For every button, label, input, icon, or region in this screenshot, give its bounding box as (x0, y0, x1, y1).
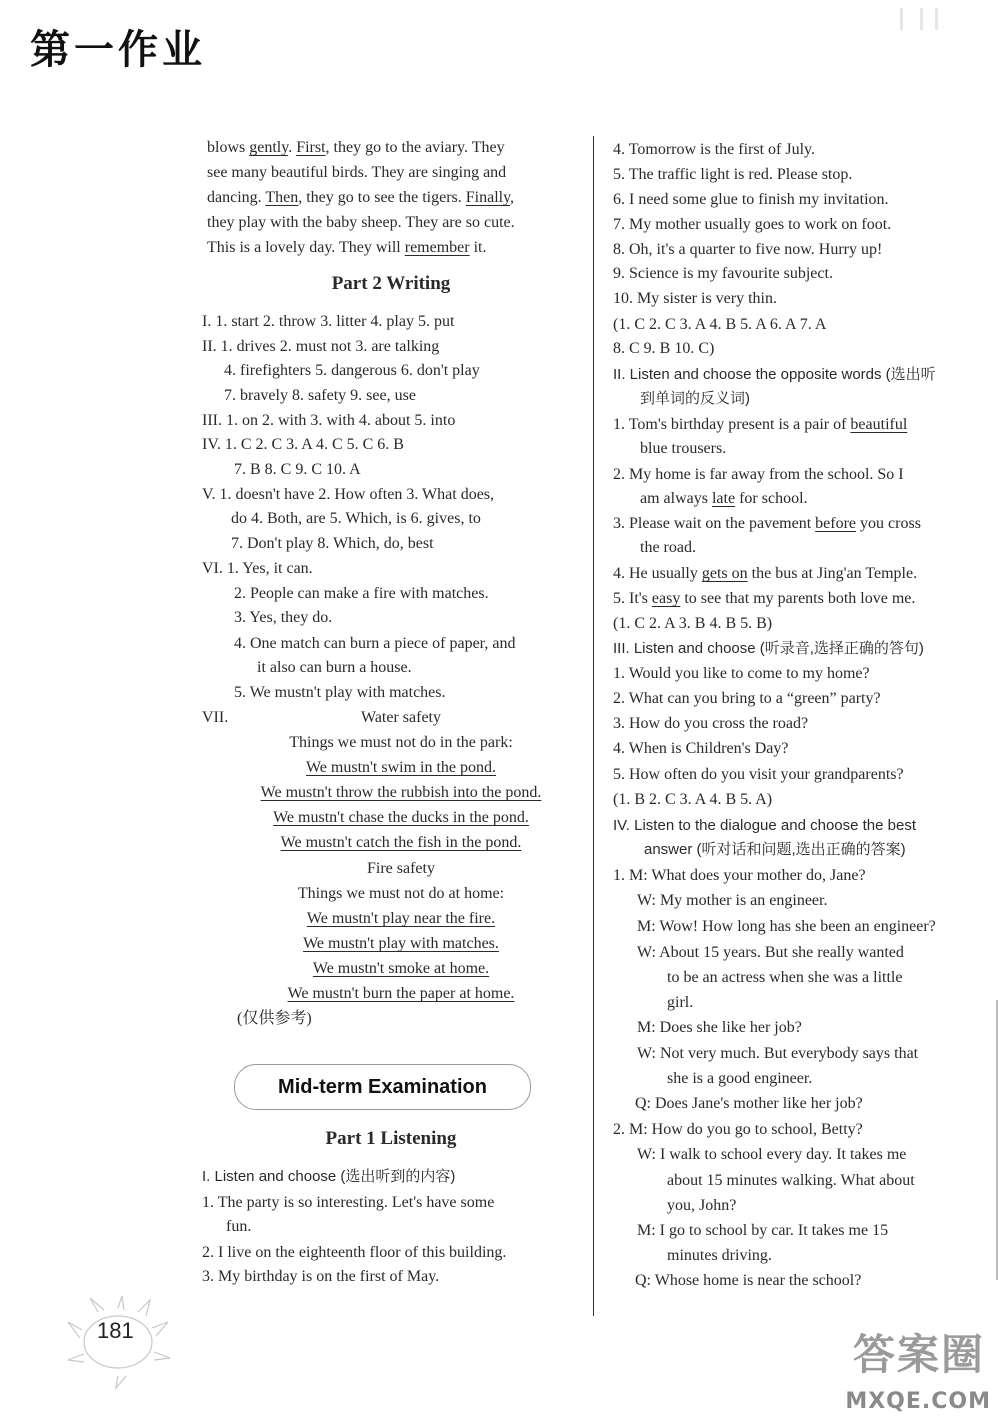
answer-line: 2. What can you bring to a “green” party? (613, 690, 881, 707)
written-answer: We mustn't smoke at home. (312, 960, 490, 977)
dialogue-line: M: I go to school by car. It takes me 15 (637, 1222, 889, 1239)
answer-line: 5. We mustn't play with matches. (234, 684, 446, 701)
answer-word: Finally (465, 189, 511, 206)
answer-line: 7. bravely 8. safety 9. see, use (224, 387, 416, 404)
answer-line: the road. (640, 539, 696, 556)
binding-edge (996, 1000, 998, 1280)
dialogue-line: W: I walk to school every day. It takes me (637, 1146, 907, 1163)
answer-line: 8. Oh, it's a quarter to five now. Hurry up! (613, 241, 883, 258)
section-heading: Part 2 Writing (331, 273, 451, 294)
answer-line: 4. One match can burn a piece of paper, and (234, 635, 516, 652)
dialogue-line: W: My mother is an engineer. (637, 892, 828, 909)
answer-line: 6. I need some glue to finish my invitation. (613, 191, 889, 208)
answer-line: blue trousers. (640, 440, 727, 457)
answer-key: 8. C 9. B 10. C) (613, 340, 715, 357)
answer-line: 1. Tom's birthday present is a pair of beautiful (613, 416, 908, 433)
dialogue-line: M: Wow! How long has she been an engineer? (637, 918, 936, 935)
dialogue-line: about 15 minutes walking. What about (667, 1172, 915, 1189)
answer-line: 9. Science is my favourite subject. (613, 265, 833, 282)
answer-line: II. 1. drives 2. must not 3. are talking (202, 338, 440, 355)
answer-word: late (711, 490, 736, 507)
question-instruction: IV. Listen to the dialogue and choose the best (613, 817, 917, 834)
dialogue-line: you, John? (667, 1197, 737, 1214)
dialogue-line: girl. (667, 994, 694, 1011)
watermark-logo (800, 1318, 995, 1418)
dialogue-line: 1. M: What does your mother do, Jane? (613, 867, 866, 884)
text-line: they play with the baby sheep. They are so cute. (207, 214, 515, 231)
answer-word: remember (404, 239, 470, 256)
written-answer: We mustn't throw the rubbish into the pond. (260, 784, 542, 801)
text-line: This is a lovely day. They will remember it. (207, 239, 487, 256)
subheading: Water safety (361, 709, 441, 726)
dialogue-line: Q: Does Jane's mother like her job? (635, 1095, 863, 1112)
answer-word: beautiful (850, 416, 908, 433)
answer-word: gets on (701, 565, 748, 582)
answer-line: 4. firefighters 5. dangerous 6. don't play (224, 362, 480, 379)
subheading: Fire safety (367, 860, 435, 877)
text-line: dancing. Then, they go to see the tigers. Finally, (207, 189, 515, 206)
answer-line: am always late for school. (640, 490, 808, 507)
text-line: Things we must not do at home: (297, 885, 505, 902)
exam-title: Mid-term Examination (278, 1075, 487, 1098)
watermark-url: MXQE.COM (845, 1389, 991, 1414)
answer-line: 7. My mother usually goes to work on foot. (613, 216, 892, 233)
question-instruction: answer (听对话和问题,选出正确的答案) (644, 841, 906, 858)
answer-line: III. 1. on 2. with 3. with 4. about 5. into (202, 412, 456, 429)
answer-line: 3. How do you cross the road? (613, 715, 809, 732)
written-answer: We mustn't play with matches. (303, 935, 499, 952)
answer-line: 3. Please wait on the pavement before you cross (613, 515, 921, 532)
written-answer: We mustn't chase the ducks in the pond. (273, 809, 529, 826)
answer-line: 4. He usually gets on the bus at Jing'an Temple. (613, 565, 918, 582)
answer-key: (1. C 2. A 3. B 4. B 5. B) (613, 615, 773, 632)
dialogue-line: Q: Whose home is near the school? (635, 1272, 862, 1289)
text-line: blows gently. First, they go to the aviary. They (207, 139, 505, 156)
written-answer: We mustn't swim in the pond. (305, 759, 497, 776)
answer-line: 4. When is Children's Day? (613, 740, 789, 757)
dialogue-line: W: Not very much. But everybody says that (637, 1045, 919, 1062)
answer-line: 1. The party is so interesting. Let's have some (202, 1194, 495, 1211)
dialogue-line: to be an actress when she was a little (667, 969, 903, 986)
text-line: Things we must not do in the park: (289, 734, 513, 751)
dialogue-line: 2. M: How do you go to school, Betty? (613, 1121, 863, 1138)
answer-line: 7. Don't play 8. Which, do, best (231, 535, 434, 552)
note: (仅供参考) (237, 1010, 312, 1027)
answer-line: VI. 1. Yes, it can. (202, 560, 313, 577)
answer-word: before (815, 515, 857, 532)
answer-line: I. 1. start 2. throw 3. litter 4. play 5. put (202, 313, 455, 330)
answer-line: it also can burn a house. (257, 659, 412, 676)
answer-line: 2. I live on the eighteenth floor of this building. (202, 1244, 507, 1261)
question-instruction: I. Listen and choose (选出听到的内容) (202, 1168, 456, 1185)
answer-word: gently (249, 139, 289, 156)
answer-line: 10. My sister is very thin. (613, 290, 777, 307)
watermark-text: 答案圈 (852, 1330, 985, 1379)
answer-line: 3. My birthday is on the first of May. (202, 1268, 440, 1285)
answer-word: easy (651, 590, 681, 607)
written-answer: We mustn't catch the fish in the pond. (280, 834, 522, 851)
answer-line: 4. Tomorrow is the first of July. (613, 141, 815, 158)
answer-word: Then (265, 189, 299, 206)
dialogue-line: W: About 15 years. But she really wanted (637, 944, 904, 961)
text-line: see many beautiful birds. They are singing and (207, 164, 507, 181)
answer-line: V. 1. doesn't have 2. How often 3. What does, (202, 486, 495, 503)
answer-line: 7. B 8. C 9. C 10. A (234, 461, 361, 478)
dialogue-line: M: Does she like her job? (637, 1019, 802, 1036)
answer-key: (1. B 2. C 3. A 4. B 5. A) (613, 791, 773, 808)
written-answer: We mustn't play near the fire. (306, 910, 496, 927)
answer-line: 2. People can make a fire with matches. (234, 585, 489, 602)
answer-word: First (296, 139, 326, 156)
page-number: 181 (97, 1318, 134, 1343)
answer-line: 3. Yes, they do. (234, 609, 333, 626)
answer-line: do 4. Both, are 5. Which, is 6. gives, to (231, 510, 481, 527)
written-answer: We mustn't burn the paper at home. (287, 985, 515, 1002)
answer-line: 5. The traffic light is red. Please stop. (613, 166, 853, 183)
section-heading: Part 1 Listening (325, 1128, 457, 1149)
answer-line: IV. 1. C 2. C 3. A 4. C 5. C 6. B (202, 436, 404, 453)
question-instruction: III. Listen and choose (听录音,选择正确的答句) (613, 640, 924, 657)
answer-line: 2. My home is far away from the school. So I (613, 466, 904, 483)
answer-line: 1. Would you like to come to my home? (613, 665, 870, 682)
question-instruction: II. Listen and choose the opposite words (选出听 (613, 366, 936, 383)
dialogue-line: minutes driving. (667, 1247, 772, 1264)
exam-title-banner (234, 1064, 531, 1110)
answer-line: fun. (226, 1218, 252, 1235)
dialogue-line: she is a good engineer. (667, 1070, 813, 1087)
book-title: 第一作业 (30, 26, 206, 73)
answer-line: 5. It's easy to see that my parents both love me. (613, 590, 916, 607)
decorative-marks (890, 8, 970, 38)
answer-key: (1. C 2. C 3. A 4. B 5. A 6. A 7. A (613, 316, 827, 333)
question-instruction: 到单词的反义词) (640, 390, 750, 407)
answer-line: 5. How often do you visit your grandparents? (613, 766, 904, 783)
item-label: VII. (202, 709, 229, 726)
